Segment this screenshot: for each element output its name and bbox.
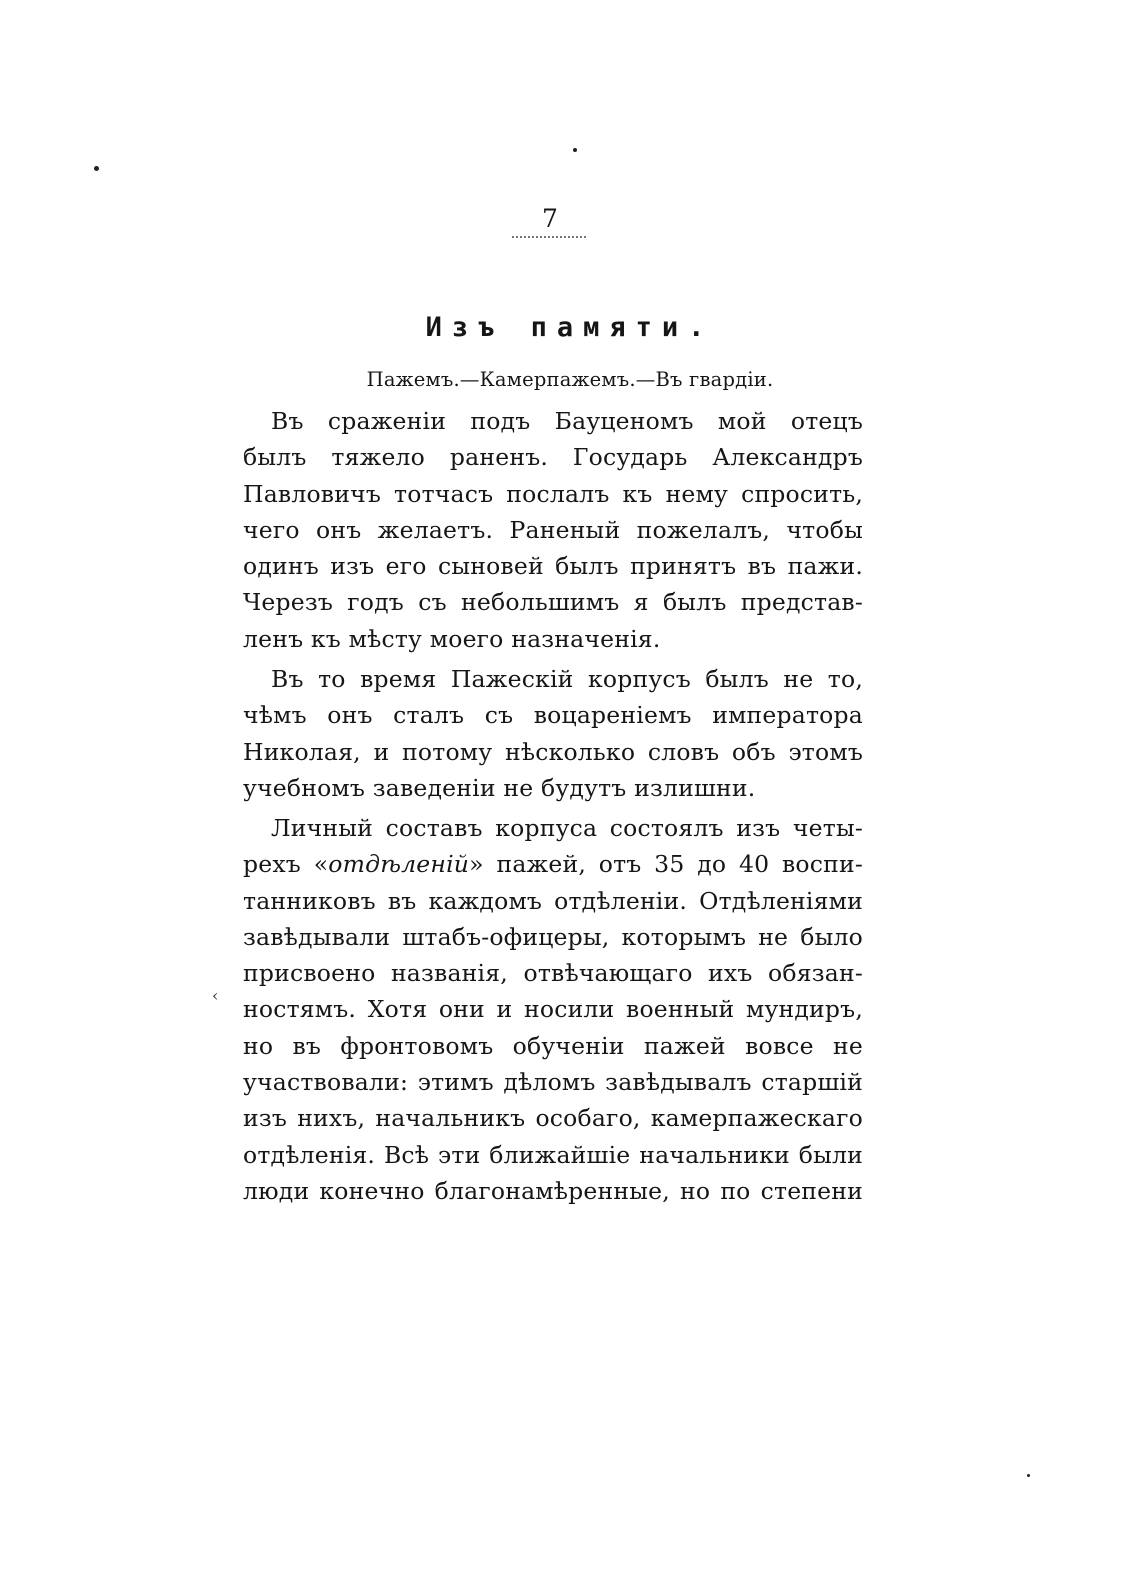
text-line: одинъ изъ его сыновей былъ принятъ въ пажи. xyxy=(243,552,863,581)
text-line: Въ сраженіи подъ Бауценомъ мой отецъ xyxy=(271,407,863,435)
text-line: чего онъ желаетъ. Раненый пожелалъ, чтобы xyxy=(243,515,863,544)
text-line: но въ фронтовомъ обученіи пажей вовсе не xyxy=(243,1031,863,1060)
text-line: присвоено названія, отвѣчающаго ихъ обязан- xyxy=(243,959,863,988)
italic-term: отдѣленій xyxy=(328,850,470,879)
text-line: отдѣленія. Всѣ эти ближайшіе начальники были xyxy=(243,1140,863,1169)
paragraph-1 xyxy=(243,403,863,657)
scan-speck xyxy=(573,148,577,152)
text-line: былъ тяжело раненъ. Государь Александръ xyxy=(243,443,863,472)
text-line: учебномъ заведеніи не будутъ излишни. xyxy=(243,773,756,802)
scan-speck xyxy=(94,166,99,171)
text-line: танниковъ въ каждомъ отдѣленіи. Отдѣленіями xyxy=(243,886,863,915)
text-segment: рехъ « xyxy=(243,850,329,879)
paragraph-2 xyxy=(243,661,863,806)
chapter-subtitle: Пажемъ.—Камерпажемъ.—Въ гвардіи. xyxy=(366,368,774,391)
text-line-with-italic xyxy=(243,846,863,882)
text-line: ленъ къ мѣсту моего назначенія. xyxy=(243,624,661,653)
text-line: изъ нихъ, начальникъ особаго, камерпажескаго xyxy=(243,1104,863,1133)
chapter-title: Изъ памяти. xyxy=(425,312,715,343)
text-line: чѣмъ онъ сталъ съ воцареніемъ императора xyxy=(243,701,863,730)
text-segment: » пажей, отъ 35 до 40 воспи- xyxy=(469,850,864,879)
text-line: ностямъ. Хотя они и носили военный мундиръ, xyxy=(243,995,863,1024)
text-line: Личный составъ корпуса состоялъ изъ четы- xyxy=(271,814,863,842)
margin-mark: ‹ xyxy=(212,986,219,1005)
text-line: Черезъ годъ съ небольшимъ я былъ представ- xyxy=(243,588,863,617)
text-line: Николая, и потому нѣсколько словъ объ этомъ xyxy=(243,737,863,766)
text-line: завѣдывали штабъ-офицеры, которымъ не было xyxy=(243,922,863,951)
paragraph-3 xyxy=(243,810,863,1209)
text-line: участвовали: этимъ дѣломъ завѣдывалъ старшій xyxy=(243,1068,863,1097)
text-line: люди конечно благонамѣренные, но по степени xyxy=(243,1176,863,1205)
page-number: 7 xyxy=(542,204,558,233)
text-line: Павловичъ тотчасъ послалъ къ нему спросить, xyxy=(243,479,863,508)
scan-speck xyxy=(1027,1474,1030,1477)
text-line: Въ то время Пажескій корпусъ былъ не то, xyxy=(271,665,863,693)
page-number-rule xyxy=(512,236,586,238)
